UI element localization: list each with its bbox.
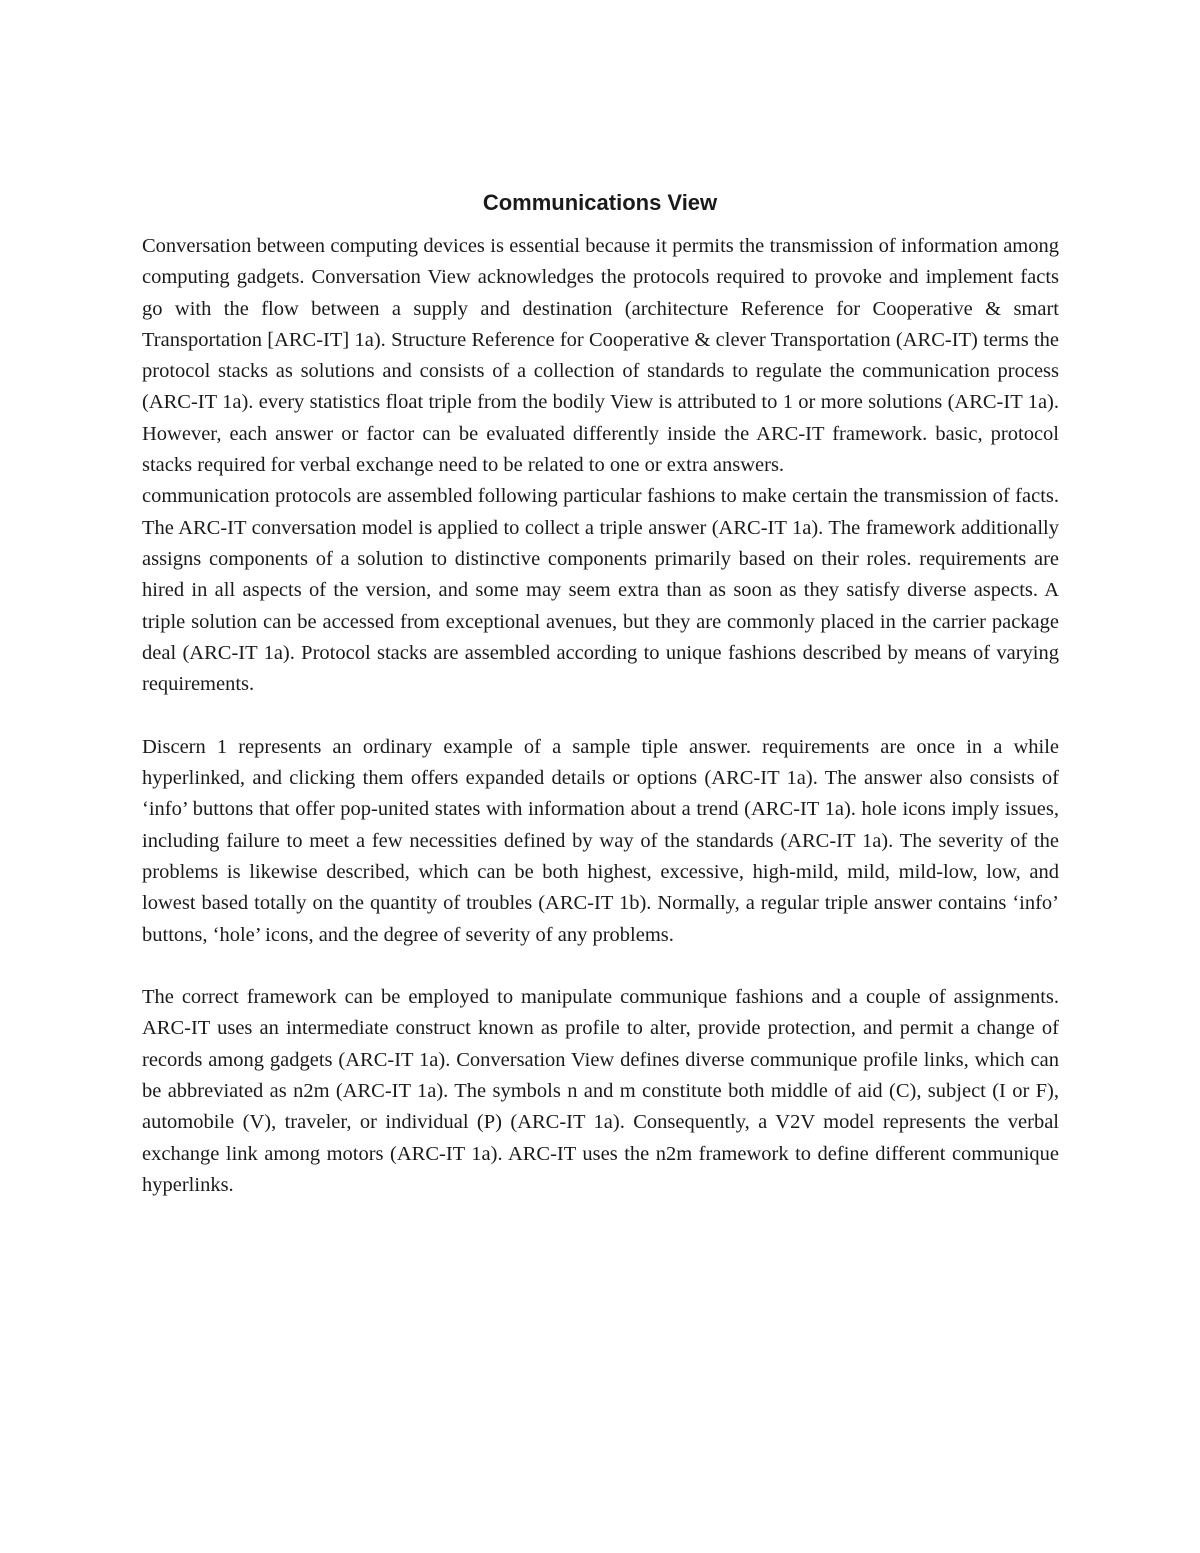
paragraph-spacer — [142, 951, 1059, 982]
paragraph-1: Conversation between computing devices is essential because it permits the transmission of information among computing gadgets. Conversation View acknowledges the protocols required to provoke and implement facts go with the flow between a supply and destination (architecture Reference for Cooperative & smart Transportation [ARC-IT] 1a). Structure Reference for Cooperative & clever Transportation (ARC-IT) terms the protocol stacks as solutions and consists of a collection of standards to regulate the communication process (ARC-IT 1a). every statistics float triple from the bodily View is attributed to 1 or more solutions (ARC-IT 1a). However, each answer or factor can be evaluated differently inside the ARC-IT framework. basic, protocol stacks required for verbal exchange need to be related to one or extra answers. — [142, 235, 1059, 477]
paragraph-2: communication protocols are assembled following particular fashions to make certain the transmission of facts. The ARC-IT conversation model is applied to collect a triple answer (ARC-IT 1a). The framework additionally assigns components of a solution to distinctive components primarily based on their roles. requirements are hired in all aspects of the version, and some may seem extra than as soon as they satisfy diverse aspects. A triple solution can be accessed from exceptional avenues, but they are commonly placed in the carrier package deal (ARC-IT 1a). Protocol stacks are assembled according to unique fashions described by means of varying requirements. — [142, 485, 1059, 696]
paragraph-4: The correct framework can be employed to manipulate communique fashions and a couple of assignments. ARC-IT uses an intermediate construct known as profile to alter, provide protection, and permit a change of records among gadgets (ARC-IT 1a). Conversation View defines diverse communique profile links, which can be abbreviated as n2m (ARC-IT 1a). The symbols n and m constitute both middle of aid (C), subject (I or F), automobile (V), traveler, or individual (P) (ARC-IT 1a). Consequently, a V2V model represents the verbal exchange link among motors (ARC-IT 1a). ARC-IT uses the n2m framework to define different communique hyperlinks. — [142, 986, 1059, 1196]
paragraph-spacer — [142, 700, 1059, 731]
document-body — [142, 231, 1059, 1201]
page-title: Communications View — [482, 190, 718, 215]
paragraph-3: Discern 1 represents an ordinary example of a sample tiple answer. requirements are once in a while hyperlinked, and clicking them offers expanded details or options (ARC-IT 1a). The answer also consists of ‘info’ buttons that offer pop-united states with information about a trend (ARC-IT 1a). hole icons imply issues, including failure to meet a few necessities defined by way of the standards (ARC-IT 1a). The severity of the problems is likewise described, which can be both highest, excessive, high-mild, mild, mild-low, low, and lowest based totally on the quantity of troubles (ARC-IT 1b). Normally, a regular triple answer contains ‘info’ buttons, ‘hole’ icons, and the degree of severity of any problems. — [142, 735, 1059, 946]
